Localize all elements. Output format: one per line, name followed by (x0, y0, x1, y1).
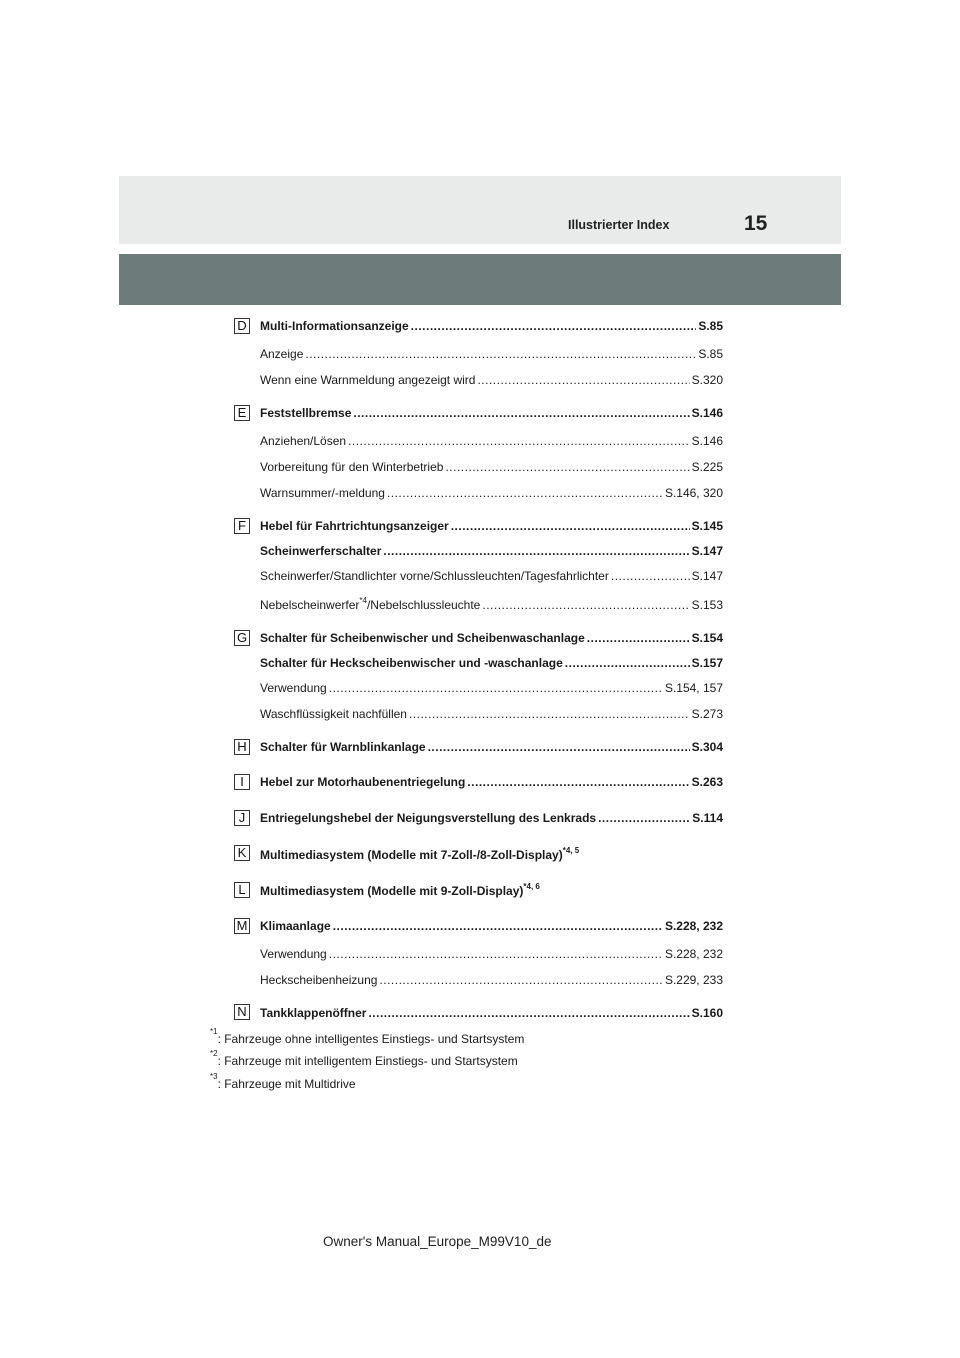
entry-page: S.146 (691, 406, 723, 420)
entry-label: Scheinwerferschalter (260, 544, 382, 558)
entry-label: Heckscheibenheizung (260, 973, 378, 987)
title-band (119, 254, 841, 305)
index-entry[interactable] (260, 947, 723, 961)
index-entry[interactable] (260, 1006, 723, 1020)
index-letter-f: F (234, 518, 250, 534)
footnote-mark: *1 (210, 1027, 218, 1036)
footnote-ref: *4 (359, 596, 367, 605)
page-footer: Owner's Manual_Europe_M99V10_de (323, 1234, 552, 1249)
index-entry[interactable] (260, 707, 723, 721)
entry-page: S.147 (691, 544, 723, 558)
entry-label: Hebel für Fahrtrichtungsanzeiger (260, 519, 449, 533)
entry-label (260, 884, 540, 898)
entry-page: S.273 (691, 707, 723, 721)
leader-dots (353, 406, 689, 420)
leader-dots (329, 947, 663, 961)
leader-dots (348, 434, 690, 448)
index-entry[interactable] (260, 319, 723, 333)
leader-dots (587, 631, 690, 645)
leader-dots (329, 681, 663, 695)
index-letter-n: N (234, 1004, 250, 1020)
entry-page: S.146, 320 (664, 486, 723, 500)
entry-label: Wenn eine Warnmeldung angezeigt wird (260, 373, 476, 387)
leader-dots (387, 486, 663, 500)
entry-label: Verwendung (260, 947, 327, 961)
index-entry[interactable] (260, 775, 723, 789)
entry-label: Verwendung (260, 681, 327, 695)
entry-label: Scheinwerfer/Standlichter vorne/Schlussleuchten/Tagesfahrlichter (260, 569, 609, 583)
leader-dots (611, 569, 690, 583)
footnote-text: : Fahrzeuge ohne intelligentes Einstiegs- und Startsystem (217, 1032, 525, 1046)
index-letter-d: D (234, 318, 250, 334)
entry-page: S.145 (691, 519, 723, 533)
entry-page: S.154 (691, 631, 723, 645)
entry-page: S.320 (691, 373, 723, 387)
index-entry[interactable] (260, 434, 723, 448)
index-letter-j: J (234, 810, 250, 826)
entry-page: S.85 (698, 347, 723, 361)
index-letter-k: K (234, 845, 250, 861)
leader-dots (428, 740, 690, 754)
entry-label: Schalter für Heckscheibenwischer und -waschanlage (260, 656, 563, 670)
leader-dots (467, 775, 689, 789)
footnote (210, 1027, 525, 1046)
leader-dots (368, 1006, 689, 1020)
index-entry[interactable] (260, 406, 723, 420)
leader-dots (445, 460, 689, 474)
footnote-mark: *2 (210, 1049, 218, 1058)
footnote-text: : Fahrzeuge mit Multidrive (217, 1077, 356, 1091)
index-entry[interactable] (260, 681, 723, 695)
leader-dots (305, 347, 696, 361)
entry-label-part: Nebelscheinwerfer (260, 598, 360, 612)
footnote-ref: *4, 5 (562, 846, 580, 855)
index-letter-h: H (234, 739, 250, 755)
footnote-text: : Fahrzeuge mit intelligentem Einstiegs- und Startsystem (217, 1054, 518, 1068)
entry-label: Anzeige (260, 347, 304, 361)
entry-label: Schalter für Warnblinkanlage (260, 740, 426, 754)
entry-label: Tankklappenöffner (260, 1006, 367, 1020)
entry-label: Klimaanlage (260, 919, 331, 933)
entry-page: S.85 (698, 319, 723, 333)
index-entry[interactable] (260, 519, 723, 533)
entry-label-part: Multimediasystem (Modelle mit 7-Zoll-/8-Zoll-Display) (260, 848, 563, 862)
leader-dots (383, 544, 689, 558)
entry-page: S.228, 232 (664, 919, 723, 933)
entry-page: S.114 (692, 811, 723, 825)
index-letter-l: L (234, 882, 250, 898)
entry-page: S.154, 157 (664, 681, 723, 695)
index-letter-m: M (234, 918, 250, 934)
entry-label: Schalter für Scheibenwischer und Scheibenwaschanlage (260, 631, 585, 645)
index-entry[interactable] (260, 347, 723, 361)
index-entry[interactable] (260, 919, 723, 933)
index-entry[interactable] (260, 544, 723, 558)
index-letter-e: E (234, 405, 250, 421)
header-band (119, 176, 841, 244)
index-entry[interactable] (260, 811, 723, 825)
entry-page: S.228, 232 (664, 947, 723, 961)
index-entry[interactable] (260, 631, 723, 645)
leader-dots (598, 811, 690, 825)
entry-label: Feststellbremse (260, 406, 352, 420)
entry-label: Warnsummer/-meldung (260, 486, 385, 500)
index-entry[interactable] (260, 656, 723, 670)
leader-dots (411, 319, 697, 333)
entry-label: Vorbereitung für den Winterbetrieb (260, 460, 444, 474)
leader-dots (409, 707, 690, 721)
entry-page: S.304 (691, 740, 723, 754)
entry-label (260, 848, 579, 862)
entry-label: Multi-Informationsanzeige (260, 319, 409, 333)
entry-label: Entriegelungshebel der Neigungsverstellung des Lenkrads (260, 811, 597, 825)
entry-label: Waschflüssigkeit nachfüllen (260, 707, 407, 721)
leader-dots (477, 373, 689, 387)
entry-page: S.157 (691, 656, 723, 670)
index-letter-i: I (234, 774, 250, 790)
index-entry[interactable] (260, 569, 723, 583)
leader-dots (333, 919, 663, 933)
index-letter-g: G (234, 630, 250, 646)
index-entry[interactable] (260, 486, 723, 500)
index-entry[interactable] (260, 973, 723, 987)
index-entry[interactable] (260, 884, 723, 898)
leader-dots (451, 519, 690, 533)
index-entry[interactable] (260, 373, 723, 387)
footnote-mark: *3 (210, 1072, 218, 1081)
section-title: Illustrierter Index (568, 218, 670, 232)
entry-label: Anziehen/Lösen (260, 434, 347, 448)
index-entry[interactable] (260, 740, 723, 754)
entry-label (260, 598, 480, 612)
entry-label-part: Multimediasystem (Modelle mit 9-Zoll-Display) (260, 884, 524, 898)
footnote (210, 1049, 518, 1068)
footnote (210, 1072, 356, 1091)
entry-page: S.263 (691, 775, 723, 789)
entry-label: Hebel zur Motorhaubenentriegelung (260, 775, 466, 789)
index-entry[interactable] (260, 598, 723, 612)
index-entry[interactable] (260, 460, 723, 474)
index-entry[interactable] (260, 848, 723, 862)
entry-page: S.147 (691, 569, 723, 583)
entry-page: S.146 (691, 434, 723, 448)
page-number: 15 (744, 212, 768, 235)
footnote-ref: *4, 6 (523, 882, 540, 891)
entry-page: S.229, 233 (664, 973, 723, 987)
entry-page: S.160 (691, 1006, 723, 1020)
leader-dots (379, 973, 663, 987)
leader-dots (482, 598, 689, 612)
entry-page: S.153 (691, 598, 723, 612)
entry-label-part: /Nebelschlussleuchte (366, 598, 481, 612)
entry-page: S.225 (691, 460, 723, 474)
leader-dots (565, 656, 690, 670)
